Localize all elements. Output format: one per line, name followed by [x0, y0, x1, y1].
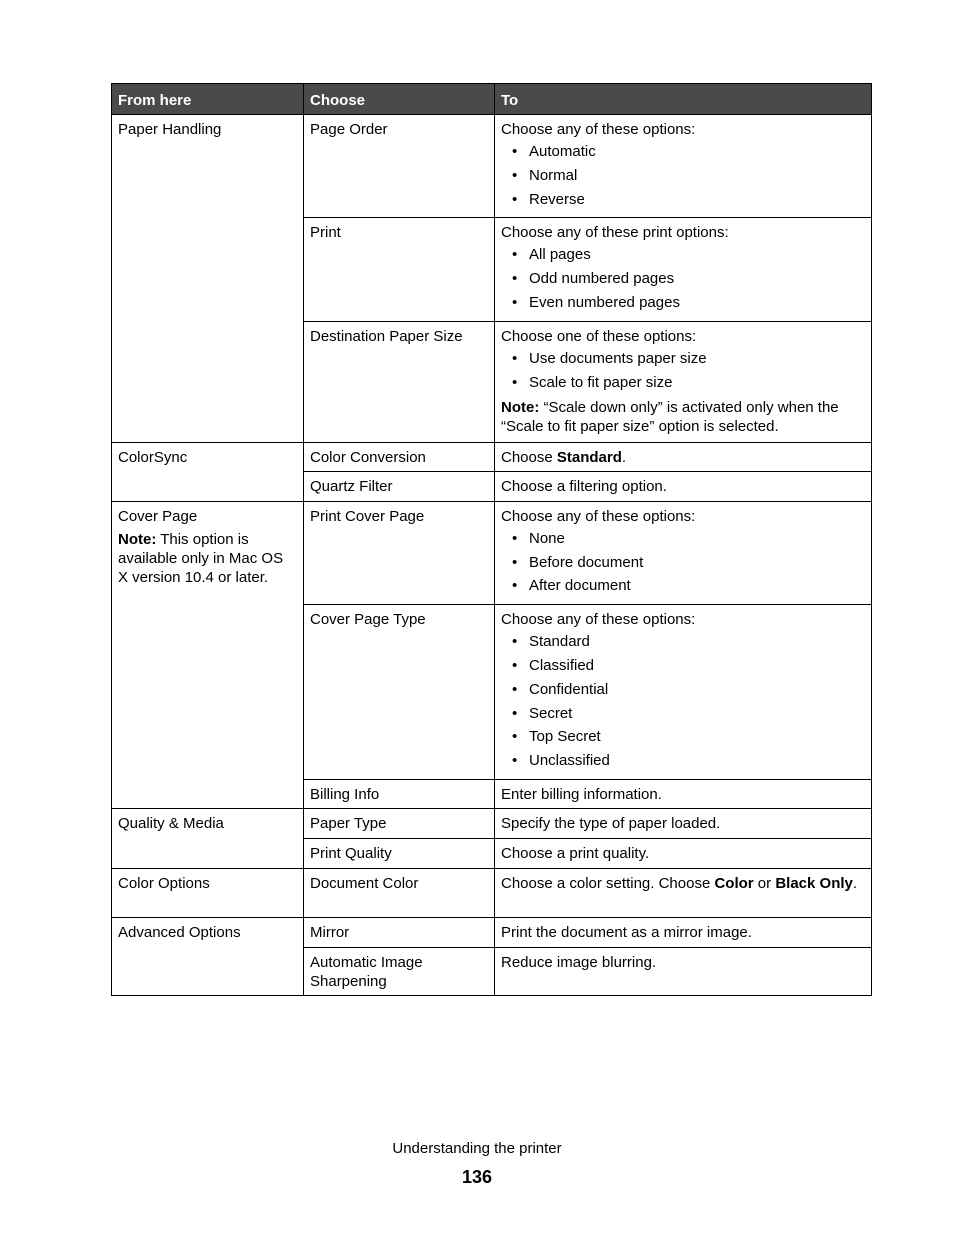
- options-list: [501, 347, 865, 395]
- to-destination-paper-size: [495, 321, 872, 442]
- intro-text: Choose any of these options:: [501, 507, 696, 525]
- list-item: • Secret: [501, 702, 865, 726]
- to-print-quality: Choose a print quality.: [495, 838, 872, 868]
- note-text: [501, 398, 865, 436]
- choose-paper-type: Paper Type: [304, 808, 495, 838]
- intro-text: Choose any of these options:: [501, 611, 696, 629]
- from-paper-handling: Paper Handling: [112, 115, 304, 443]
- list-item: • Use documents paper size: [501, 347, 865, 371]
- options-list: [501, 527, 865, 598]
- header-choose: Choose: [304, 84, 495, 115]
- from-quality-media: Quality & Media: [112, 808, 304, 868]
- options-list: [501, 243, 865, 314]
- table-row: [112, 115, 872, 218]
- choose-print-cover-page: Print Cover Page: [304, 501, 495, 604]
- footer-section-title: Understanding the printer: [392, 1140, 562, 1157]
- emphasis-text: Standard: [556, 448, 622, 466]
- list-item: • Even numbered pages: [501, 291, 865, 315]
- intro-text: Choose any of these print options:: [501, 224, 729, 242]
- options-list: [501, 140, 865, 211]
- table-header-row: [112, 84, 872, 115]
- note-label: Note:: [118, 530, 157, 548]
- to-color-conversion: [495, 442, 872, 471]
- choose-billing-info: Billing Info: [304, 779, 495, 808]
- text-segment: .: [852, 874, 858, 892]
- to-mirror: Print the document as a mirror image.: [495, 917, 872, 947]
- choose-color-conversion: Color Conversion: [304, 442, 495, 471]
- to-page-order: [495, 115, 872, 218]
- from-color-options: Color Options: [112, 868, 304, 917]
- choose-cover-page-type: Cover Page Type: [304, 605, 495, 780]
- to-automatic-image-sharpening: Reduce image blurring.: [495, 947, 872, 995]
- note-body: This option is available only in Mac OS X version 10.4 or later.: [118, 530, 284, 586]
- emphasis-text: Color: [714, 874, 754, 892]
- choose-document-color: Document Color: [304, 868, 495, 917]
- text-segment: or: [753, 874, 776, 892]
- list-item: • All pages: [501, 243, 865, 267]
- choose-automatic-image-sharpening: Automatic Image Sharpening: [304, 947, 495, 995]
- to-print-cover-page: [495, 501, 872, 604]
- list-item: • Scale to fit paper size: [501, 371, 865, 395]
- choose-page-order: Page Order: [304, 115, 495, 218]
- intro-text: Choose any of these options:: [501, 121, 696, 138]
- to-paper-type: Specify the type of paper loaded.: [495, 808, 872, 838]
- note-body: “Scale down only” is activated only when the “Scale to fit paper size” option is selected.: [501, 399, 839, 436]
- choose-print-quality: Print Quality: [304, 838, 495, 868]
- table-row: [112, 501, 872, 604]
- table-row: [112, 868, 872, 917]
- table-row: [112, 917, 872, 947]
- to-cover-page-type: [495, 605, 872, 780]
- choose-quartz-filter: Quartz Filter: [304, 471, 495, 501]
- list-item: • Unclassified: [501, 749, 865, 773]
- table-row: [112, 442, 872, 471]
- emphasis-text: Black Only: [775, 874, 853, 892]
- choose-destination-paper-size: Destination Paper Size: [304, 321, 495, 442]
- list-item: • After document: [501, 574, 865, 598]
- header-from-here: From here: [112, 84, 304, 115]
- to-document-color: [495, 868, 872, 917]
- text-segment: Choose: [501, 448, 557, 466]
- list-item: • Classified: [501, 654, 865, 678]
- from-advanced-options: Advanced Options: [112, 917, 304, 995]
- table-row: [112, 808, 872, 838]
- list-item: • Standard: [501, 630, 865, 654]
- note-text: [118, 530, 297, 587]
- choose-print: Print: [304, 218, 495, 321]
- list-item: • Automatic: [501, 140, 865, 164]
- text-segment: Choose a color setting. Choose: [501, 874, 715, 892]
- from-cover-page-label: Cover Page: [118, 507, 198, 525]
- list-item: • Normal: [501, 164, 865, 188]
- header-to: To: [495, 84, 872, 115]
- page-number: 136: [461, 1167, 493, 1187]
- list-item: • Confidential: [501, 678, 865, 702]
- options-table: [111, 83, 872, 996]
- list-item: • Top Secret: [501, 725, 865, 749]
- list-item: • Odd numbered pages: [501, 267, 865, 291]
- text-segment: .: [621, 448, 627, 466]
- to-print: [495, 218, 872, 321]
- from-cover-page: [112, 501, 304, 808]
- list-item: • Reverse: [501, 188, 865, 212]
- list-item: • Before document: [501, 551, 865, 575]
- to-billing-info: Enter billing information.: [495, 779, 872, 808]
- choose-mirror: Mirror: [304, 917, 495, 947]
- list-item: • None: [501, 527, 865, 551]
- note-label: Note:: [501, 399, 540, 417]
- to-quartz-filter: Choose a filtering option.: [495, 471, 872, 501]
- intro-text: Choose one of these options:: [501, 327, 697, 345]
- from-colorsync: ColorSync: [112, 442, 304, 501]
- options-list: [501, 630, 865, 773]
